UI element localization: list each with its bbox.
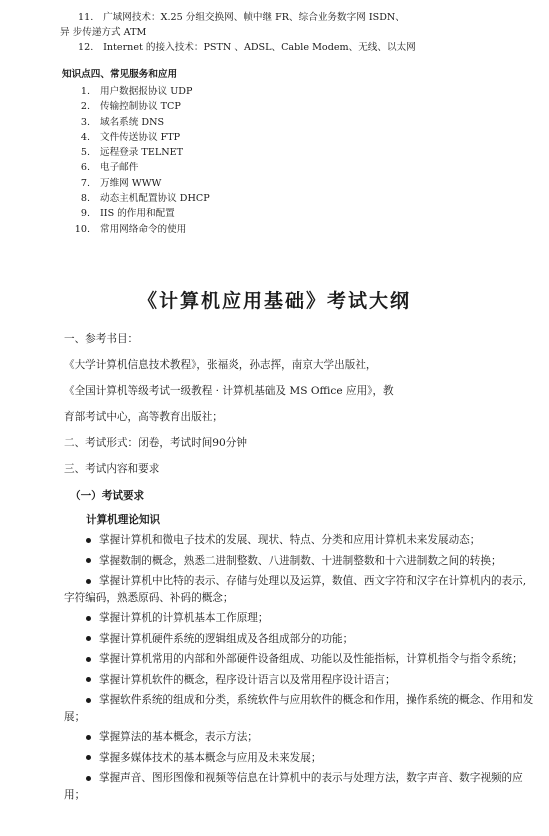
list-item: 1. 用户数据报协议 UDP: [80, 86, 193, 97]
bullet-icon: [86, 558, 91, 563]
item-number: 11.: [78, 12, 94, 23]
reference-2-line1: 《全国计算机等级考试一级教程 · 计算机基础及 MS Office 应用》，教: [64, 385, 394, 397]
requirements-heading: （一）考试要求: [70, 490, 145, 502]
bullet-icon: [86, 755, 91, 760]
list-item: 2. 传输控制协议 TCP: [80, 101, 181, 113]
outline-body: [64, 326, 534, 807]
network-topics-block: [62, 10, 522, 237]
list-item: 6. 电子邮件: [80, 162, 139, 174]
reference-2-line2: 育部考试中心，高等教育出版社；: [64, 411, 223, 423]
list-item: 5. 远程登录 TELNET: [80, 147, 183, 159]
list-item: 4. 文件传送协议 FTP: [80, 131, 181, 143]
list-item: 掌握计算机和微电子技术的发展、现状、特点、分类和应用计算机未来发展动态；: [64, 532, 534, 549]
requirements-list: [64, 532, 534, 803]
item-number: 12.: [78, 42, 94, 53]
services-list: [62, 84, 522, 237]
list-item: 掌握计算机软件的概念，程序设计语言以及常用程序设计语言；: [64, 672, 534, 689]
list-item: 掌握软件系统的组成和分类，系统软件与应用软件的概念和作用，操作系统的概念、作用和发展；: [64, 694, 534, 723]
theory-heading: 计算机理论知识: [86, 514, 161, 526]
bullet-icon: [86, 698, 91, 703]
item-text: Internet 的接入技术：PSTN 、ADSL、Cable Modem、无线、以太网: [103, 42, 416, 53]
bullet-icon: [86, 735, 91, 740]
list-item: 掌握多媒体技术的基本概念与应用及未来发展；: [64, 750, 534, 767]
list-item: 8. 动态主机配置协议 DHCP: [80, 193, 210, 205]
bullet-icon: [86, 657, 91, 662]
document-title: 《计算机应用基础》考试大纲: [137, 290, 411, 312]
list-item: 掌握数制的概念，熟悉二进制整数、八进制数、十进制整数和十六进制数之间的转换；: [64, 553, 534, 570]
item-text: 广域网技术：X.25 分组交换网、帧中继 FR、综合业务数字网 ISDN、: [103, 12, 405, 23]
content-heading: 三、考试内容和要求: [64, 463, 160, 475]
bullet-icon: [86, 616, 91, 621]
reference-1: 《大学计算机信息技术教程》，张福炎，孙志挥，南京大学出版社，: [64, 359, 377, 371]
top-item-12: [62, 40, 522, 55]
reference-heading: 一、参考书目：: [64, 333, 139, 345]
bullet-icon: [86, 538, 91, 543]
bullet-icon: [86, 776, 91, 781]
bullet-icon: [86, 677, 91, 682]
list-item: 掌握算法的基本概念，表示方法；: [64, 729, 534, 746]
top-item-11: [62, 10, 522, 25]
list-item: 掌握计算机中比特的表示、存储与处理以及运算，数值、西文字符和汉字在计算机内的表示,字符编码，熟悉原码、补码的概念；: [64, 575, 527, 604]
list-item: 9. IIS 的作用和配置: [80, 208, 175, 220]
list-item: 掌握声音、图形图像和视频等信息在计算机中的表示与处理方法，数字声音、数字视频的应用；: [64, 772, 523, 801]
section-heading: 知识点四、常见服务和应用: [62, 69, 178, 80]
list-item: 掌握计算机硬件系统的逻辑组成及各组成部分的功能；: [64, 631, 534, 648]
list-item: 3. 域名系统 DNS: [80, 116, 165, 128]
list-item: 掌握计算机的计算机基本工作原理；: [64, 610, 534, 627]
bullet-icon: [86, 579, 91, 584]
bullet-icon: [86, 636, 91, 641]
list-item: 掌握计算机常用的内部和外部硬件设备组成、功能以及性能指标，计算机指令与指令系统；: [64, 651, 534, 668]
list-item: 10. 常用网络命令的使用: [74, 223, 187, 235]
list-item: 7. 万维网 WWW: [80, 177, 162, 189]
item-continuation: 异 步传递方式 ATM: [60, 27, 147, 38]
exam-form: 二、考试形式：闭卷，考试时间90分钟: [64, 437, 247, 449]
